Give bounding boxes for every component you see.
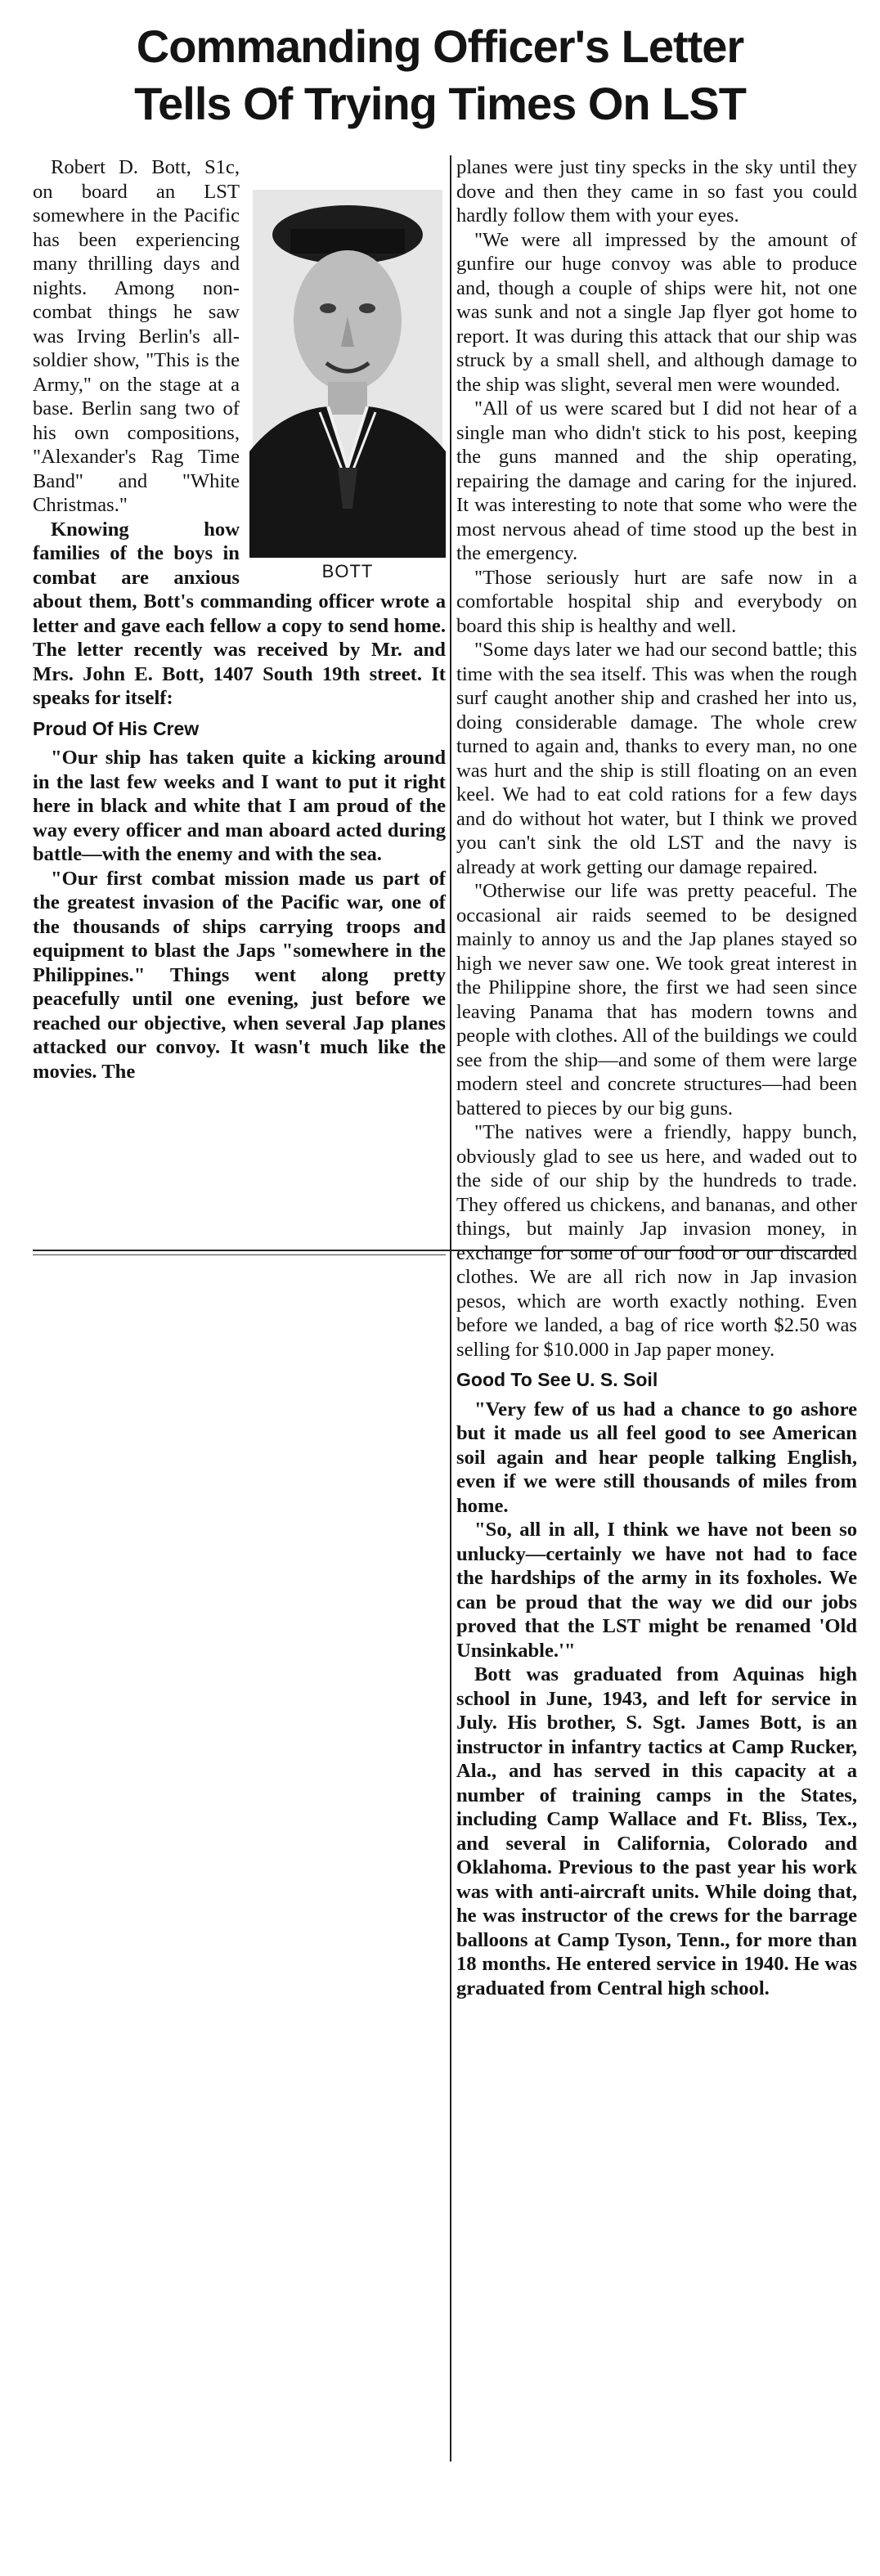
right-paragraph-6: "Otherwise our life was pretty peaceful. The occasional air raids seemed to be designed mainly to annoy us and the Jap planes stayed so high we never saw one. We took great interest in the Philippine shore, the first we had seen since leaving Panama that has modern towns and people with clothes. All of the buildings we could see from the ship—and some of them were large modern steel and concrete structures—had been battered to pieces by our big guns. xyxy=(456,880,857,1120)
headline-line-1: Commanding Officer's Letter xyxy=(136,20,744,72)
headline-line-2: Tells Of Trying Times On LST xyxy=(134,78,746,129)
subhead-good-to-see-us-soil: Good To See U. S. Soil xyxy=(456,1369,658,1390)
left-column xyxy=(33,155,446,1259)
right-paragraph-4: "Those seriously hurt are safe now in a comfortable hospital ship and everybody on board this ship is healthy and well. xyxy=(456,566,857,637)
right-paragraph-10: Bott was graduated from Aquinas high school in June, 1943, and left for service in July. His brother, S. Sgt. James Bott, is an instructor in infantry tactics at Camp Rucker, Ala., and has served in this capacity at a number of training camps in the States, including Camp Wallace and Ft. Bliss, Tex., and several in California, Colorado and Oklahoma. Previous to the past year his work was with anti-aircraft units. While doing that, he was instructor of the crews for the barrage balloons at Camp Tyson, Tenn., for more than 18 months. He entered service in 1940. He was graduated from Central high school. xyxy=(456,1663,857,1999)
right-paragraph-2: "We were all impressed by the amount of gunfire our huge convoy was able to produce and, though a couple of ships were hit, not one was sunk and not a single Jap flyer got home to report. It was during this attack that our ship was struck by a small shell, and although damage to the ship was slight, several men were wounded. xyxy=(456,228,857,396)
left-paragraph-4: "Our first combat mission made us part of the greatest invasion of the Pacific war, one of the thousands of ships carrying troops and equipment to blast the Japs "somewhere in the Philippines." Things went along pretty peacefully until one evening, just before we reached our objective, when several Jap planes attacked our convoy. It wasn't much like the movies. The xyxy=(33,867,446,1083)
right-column xyxy=(456,155,857,2560)
left-paragraph-3: "Our ship has taken quite a kicking around in the last few weeks and I want to put it right here in black and white that I am proud of the way every officer and man aboard acted during battle—with the enemy and with the sea. xyxy=(33,747,446,865)
section-rule-secondary xyxy=(33,1254,446,1255)
headline xyxy=(0,0,880,155)
photo-caption: BOTT xyxy=(321,561,374,581)
right-paragraph-1: planes were just tiny specks in the sky until they dove and then they came in so fast you could hardly follow them with your eyes. xyxy=(456,156,857,227)
right-paragraph-8: "Very few of us had a chance to go ashore but it made us all feel good to see American soil again and hear people talking English, even if we were still thousands of miles from home. xyxy=(456,1398,857,1517)
left-paragraph-1: Robert D. Bott, S1c, on board an LST somewhere in the Pacific has been experiencing many thrilling days and nights. Among non-combat things he saw was Irving Berlin's all-soldier show, "This is the Army," on the stage at a base. Berlin sang two of his own compositions, "Alexander's Rag Time Band" and "White Christmas." xyxy=(33,156,240,516)
sailor-portrait-image xyxy=(249,157,446,558)
right-paragraph-7: "The natives were a friendly, happy bunch, obviously glad to see us here, and waded out to the side of our ship by the hundreds to trade. They offered us chickens, and bananas, and other things, but mainly Jap invasion money, in exchange for some of our food or our discarded clothes. We are all rich now in Jap invasion pesos, which are worth exactly nothing. Even before we landed, a bag of rice worth $2.50 was selling for $10.000 in Jap paper money. xyxy=(456,1121,857,1361)
column-divider xyxy=(450,155,451,2462)
right-paragraph-9: "So, all in all, I think we have not been so unlucky—certainly we have not had to face the hardships of the army in its foxholes. We can be proud that the way we did our jobs proved that the LST might be renamed 'Old Unsinkable.'" xyxy=(456,1519,857,1662)
portrait-photo xyxy=(249,157,446,582)
left-paragraph-2: Knowing how families of the boys in combat are anxious about them, Bott's commanding officer wrote a letter and gave each fellow a copy to send home. The letter recently was received by Mr. and Mrs. John E. Bott, 1407 South 19th street. It speaks for itself: xyxy=(33,518,446,709)
right-paragraph-5: "Some days later we had our second battle; this time with the sea itself. This was when the rough surf caught another ship and crashed her into us, doing considerable damage. The whole crew turned to again and, thanks to every man, no one was hurt and the ship is still floating on an even keel. We had to eat cold rations for a few days and do without hot water, but I think we proved you can't sink the old LST and the navy is already at work getting our damage repaired. xyxy=(456,639,857,878)
right-paragraph-3: "All of us were scared but I did not hear of a single man who didn't stick to his post, keeping the guns manned and the ship operating, repairing the damage and caring for the injured. It was interesting to note that some who were the most nervous ahead of time stood up the best in the emergency. xyxy=(456,397,857,564)
subhead-proud-of-his-crew: Proud Of His Crew xyxy=(33,717,200,739)
